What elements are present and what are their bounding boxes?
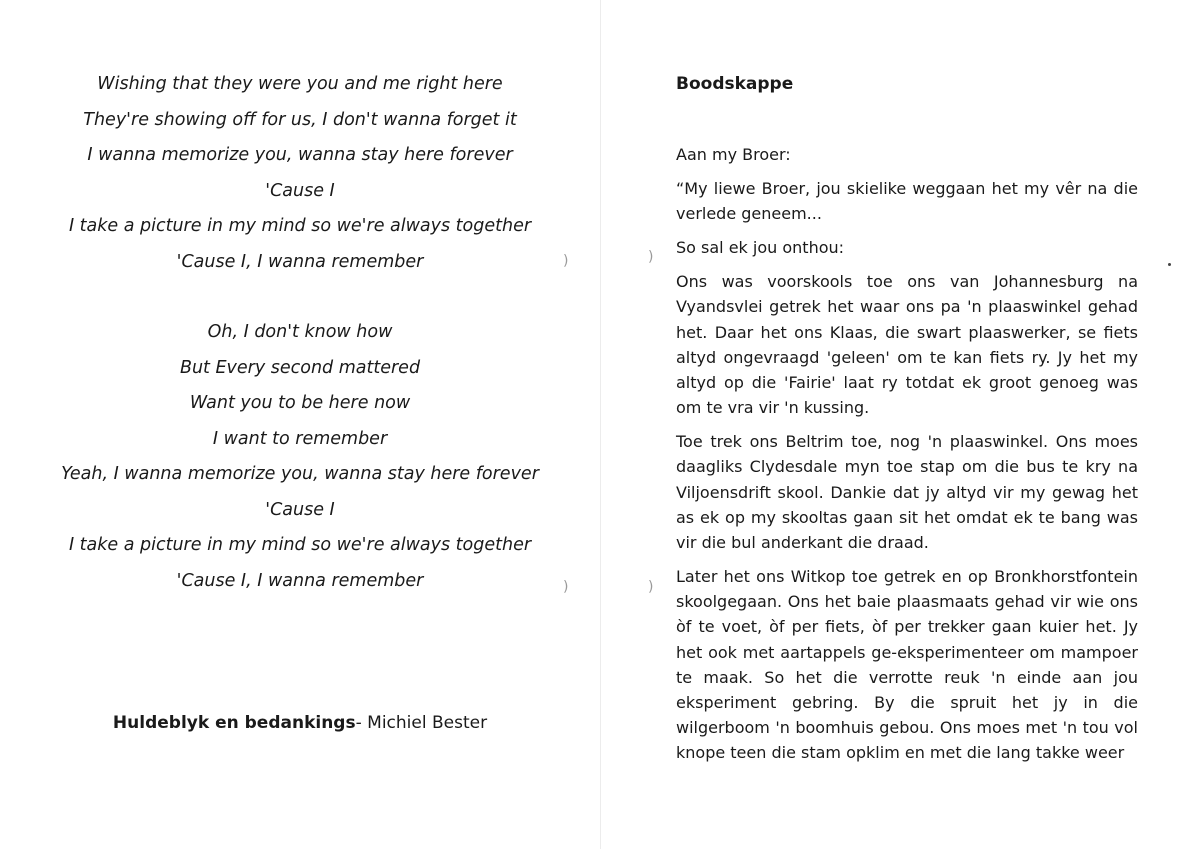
- lyric-line: I take a picture in my mind so we're always together: [68, 216, 532, 236]
- page-fold-divider: [600, 0, 601, 849]
- lyric-line: But Every second mattered: [179, 357, 421, 378]
- lyrics-stanza-2: [0, 315, 600, 599]
- lyric-line: I wanna memorize you, wanna stay here forever: [87, 145, 513, 165]
- lyric-line: 'Cause I, I wanna remember: [176, 570, 424, 591]
- lyric-line: Oh, I don't know how: [207, 322, 393, 342]
- lyric-line: 'Cause I, I wanna remember: [176, 251, 424, 272]
- tribute-author: - Michiel Bester: [355, 713, 488, 733]
- section-heading: Boodskappe: [676, 74, 794, 94]
- message-paragraph: Later het ons Witkop toe getrek en op Bronkhorstfontein skoolgegaan. Ons het baie plaasmaats gehad vir wie ons òf te voet, òf per fiets, òf per trekker gaan kuier het. Jy het ook met aartappels ge-eksperimenteer om mampoer te maak. So het die verrotte reuk 'n einde aan jou eksperiment gebring. By die spruit het jy in die wilgerboom 'n boomhuis gebou. Ons moes met 'n tou vol knope teen die stam opklim en met die lang takke weer: [676, 567, 1138, 763]
- lyric-line: 'Cause I: [265, 499, 335, 520]
- scan-mark: ): [563, 253, 569, 269]
- message-body: [676, 142, 1138, 774]
- lyric-line: Wishing that they were you and me right here: [97, 74, 503, 94]
- lyrics-stanza-1: [0, 67, 600, 280]
- scan-mark: ): [648, 579, 654, 595]
- lyric-line: I want to remember: [212, 428, 388, 449]
- lyric-line: 'Cause I: [265, 180, 335, 201]
- scan-mark: ): [563, 579, 569, 595]
- tribute-line: [0, 709, 600, 737]
- tribute-title: Huldeblyk en bedankings: [112, 713, 356, 733]
- scan-dot: [1168, 263, 1171, 266]
- lyric-line: Yeah, I wanna memorize you, wanna stay here forever: [61, 464, 539, 484]
- scan-mark: ): [648, 249, 654, 265]
- message-paragraph: So sal ek jou onthou:: [676, 238, 845, 258]
- message-paragraph: “My liewe Broer, jou skielike weggaan het my vêr na die verlede geneem...: [676, 179, 1138, 224]
- lyric-line: Want you to be here now: [189, 393, 411, 413]
- message-paragraph: Ons was voorskools toe ons van Johannesburg na Vyandsvlei getrek het waar ons pa 'n plaaswinkel gehad het. Daar het ons Klaas, die swart plaaswerker, se fiets altyd ongevraagd 'geleen' om te kan fiets ry. Jy het my altyd op die 'Fairie' laat ry totdat ek groot genoeg was om te vra vir 'n kussing.: [676, 272, 1138, 418]
- lyric-line: They're showing off for us, I don't wanna forget it: [83, 109, 517, 130]
- message-paragraph: Aan my Broer:: [676, 145, 791, 164]
- message-paragraph: Toe trek ons Beltrim toe, nog 'n plaaswinkel. Ons moes daagliks Clydesdale myn toe stap om die bus te kry na Viljoensdrift skool. Dankie dat jy altyd vir my gewag het as ek op my skooltas gaan sit het omdat ek te bang was vir die bul anderkant die draad.: [676, 432, 1138, 553]
- lyric-line: I take a picture in my mind so we're always together: [68, 535, 532, 555]
